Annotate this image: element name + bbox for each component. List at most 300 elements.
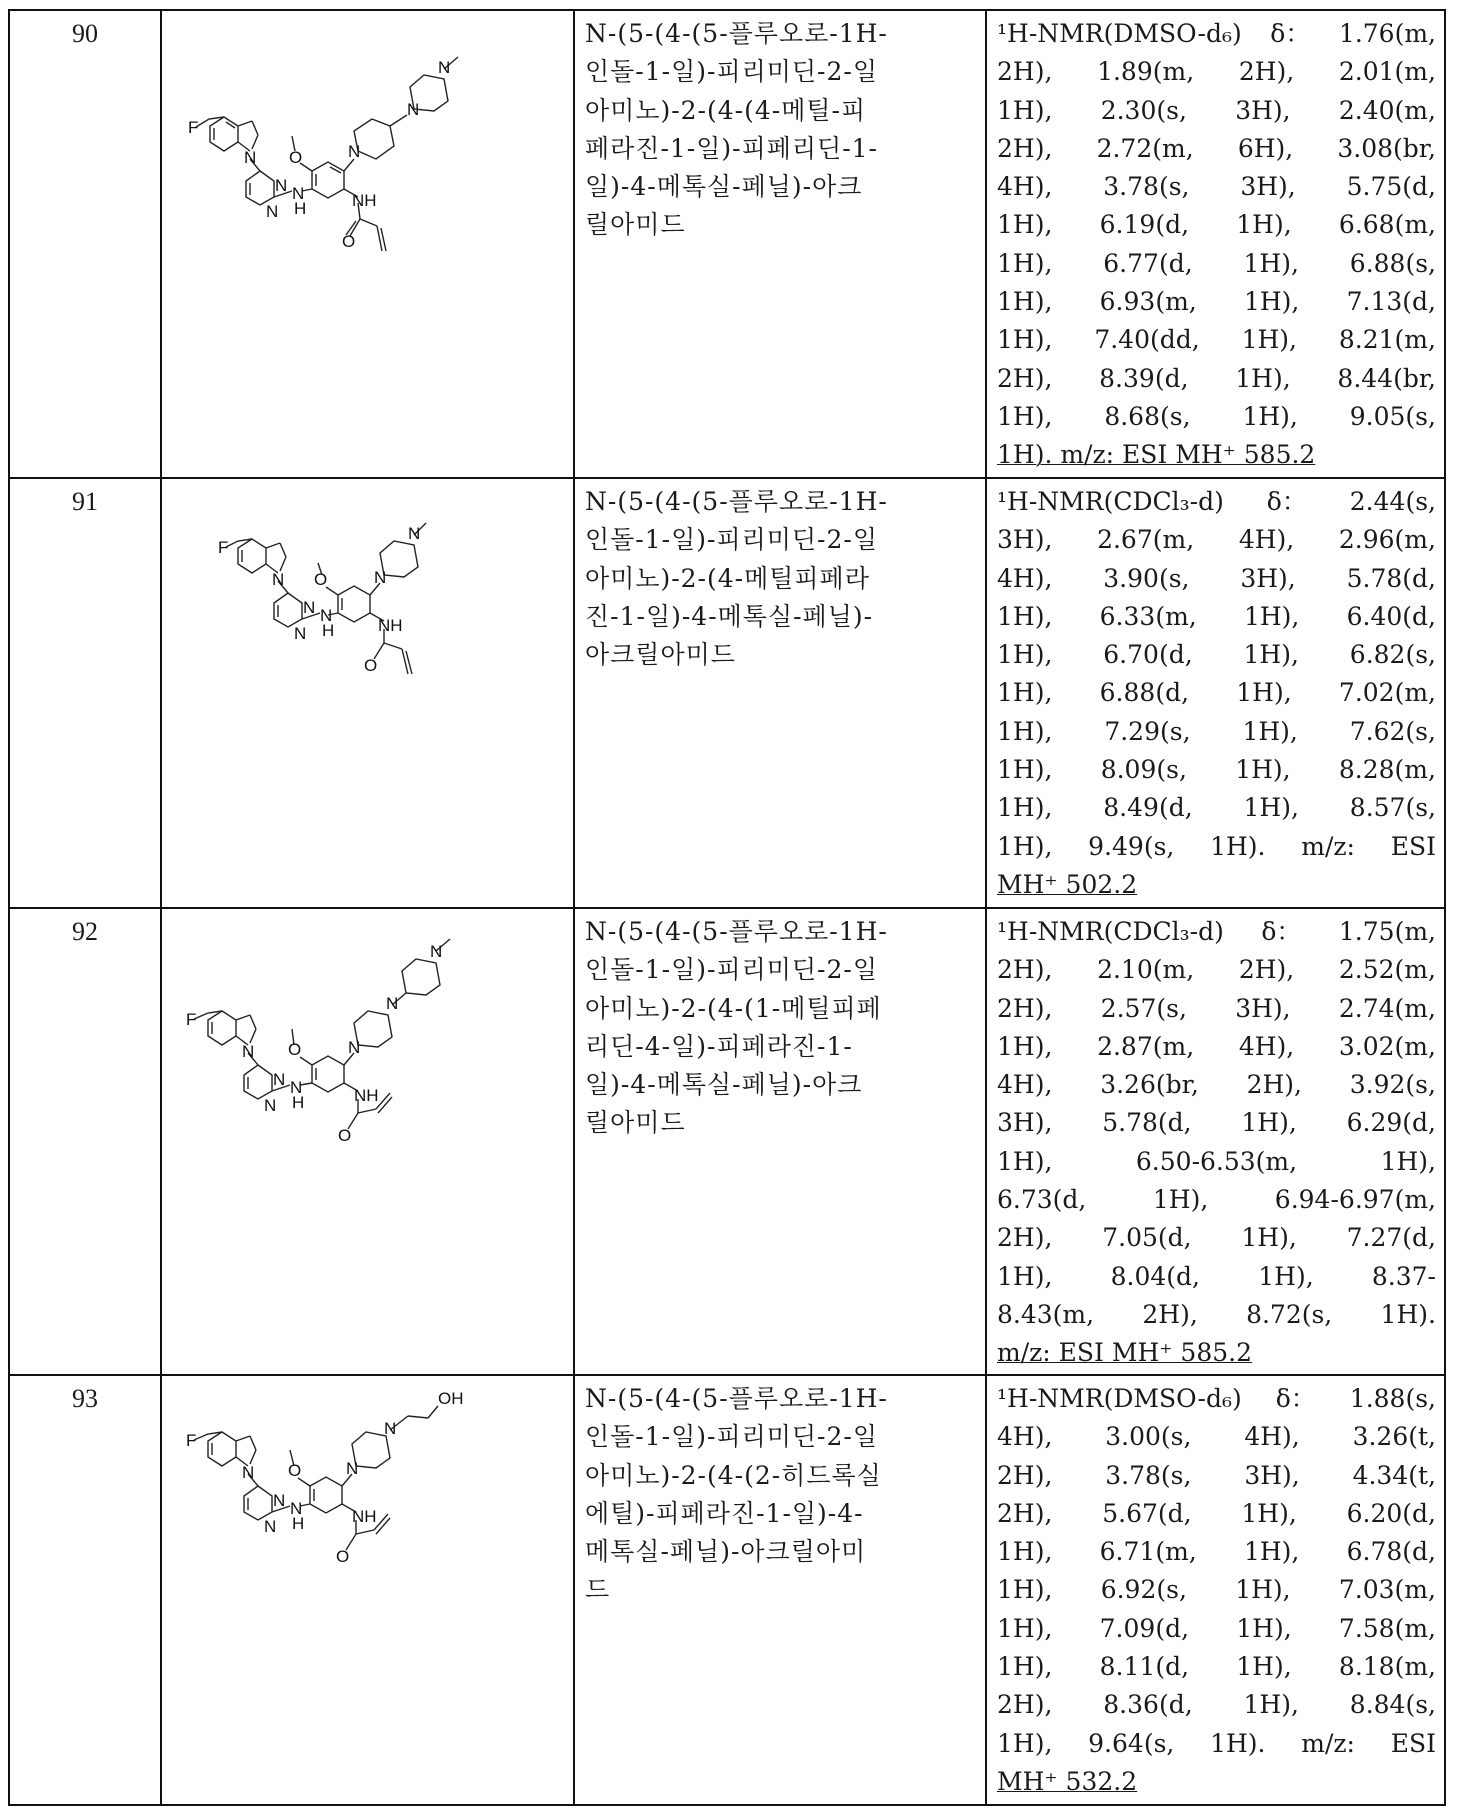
nmr-line (997, 1725, 1436, 1763)
nmr-line (997, 1028, 1436, 1066)
nmr-token: 6.94-6.97(m, (1274, 1185, 1436, 1215)
svg-text:OH: OH (438, 1389, 464, 1408)
nmr-line (997, 245, 1436, 283)
svg-text:H: H (292, 1514, 305, 1533)
chemical-structure-icon (162, 909, 572, 1169)
svg-text:N: N (303, 598, 316, 617)
nmr-token: ¹H-NMR(DMSO-d₆) (997, 1384, 1242, 1413)
svg-text:O: O (338, 1126, 352, 1145)
nmr-data-cell (986, 10, 1445, 478)
nmr-line (997, 1380, 1436, 1418)
svg-text:N: N (290, 1078, 303, 1097)
structure-cell (161, 908, 574, 1375)
compound-name-line: 릴아미드 (585, 1108, 686, 1138)
nmr-token: 2H), (997, 1460, 1053, 1490)
nmr-token: 1H), (997, 831, 1053, 861)
nmr-token: 1H), (1243, 1690, 1299, 1720)
nmr-token: 3.90(s, (1103, 563, 1190, 593)
svg-text:N: N (438, 58, 451, 77)
nmr-token: 2H), (997, 1690, 1053, 1720)
nmr-token: 6.68(m, (1338, 210, 1436, 240)
svg-text:O: O (364, 656, 378, 675)
nmr-token: 4H), (1244, 1422, 1300, 1452)
nmr-token: 6.92(s, (1100, 1575, 1187, 1605)
compound-number: 91 (72, 487, 98, 516)
compound-name-cell (574, 1375, 986, 1805)
nmr-token: 5.78(d, (1102, 1108, 1192, 1138)
nmr-token: 8.09(s, (1100, 755, 1187, 785)
compound-name-line: 에틸)-피페라진-1-일)-4- (585, 1498, 864, 1528)
nmr-line (997, 1571, 1436, 1609)
nmr-token: 6.40(d, (1346, 601, 1436, 631)
nmr-line (997, 1296, 1436, 1334)
nmr-token: 1H), (997, 325, 1053, 355)
nmr-token: 1.88(s, (1349, 1384, 1436, 1413)
nmr-token: 4H), (997, 1422, 1053, 1452)
svg-text:N: N (408, 524, 421, 543)
nmr-line (997, 828, 1436, 866)
nmr-line (997, 560, 1436, 598)
svg-text:O: O (289, 148, 303, 167)
svg-text:N: N (374, 568, 387, 587)
nmr-token: 3.26(br, (1100, 1070, 1199, 1100)
compound-name-line: 일)-4-메톡실-페닐)-아크 (585, 172, 863, 202)
nmr-token: 3H), (1240, 172, 1296, 202)
nmr-token: 6.20(d, (1346, 1498, 1436, 1528)
nmr-token: 1H), (997, 716, 1053, 746)
nmr-token: 1H), (997, 248, 1053, 278)
nmr-line (997, 436, 1436, 474)
nmr-token: 2H), (1246, 1070, 1302, 1100)
nmr-token: 4H), (1238, 1031, 1295, 1061)
nmr-token: 9.49(s, (1088, 831, 1175, 861)
nmr-token: 1H), (1243, 640, 1299, 670)
nmr-token: 1H), (1243, 601, 1300, 631)
nmr-line (997, 321, 1436, 359)
structure-cell (161, 10, 574, 478)
nmr-line (997, 789, 1436, 827)
nmr-token: 1H), (1243, 287, 1300, 317)
nmr-token: 1H), (997, 1261, 1053, 1291)
nmr-line (997, 398, 1436, 436)
nmr-token: 6.82(s, (1349, 640, 1436, 670)
svg-text:N: N (290, 1499, 303, 1518)
nmr-token: 1H). m/z: ESI MH⁺ 585.2 (997, 440, 1316, 470)
nmr-line (997, 1334, 1436, 1372)
nmr-line (997, 1495, 1436, 1533)
compound-number-cell (9, 478, 161, 908)
svg-text:N: N (407, 100, 420, 119)
nmr-token: 1H), (997, 1537, 1053, 1567)
nmr-token: 2.30(s, (1100, 95, 1187, 125)
nmr-token: 8.28(m, (1338, 755, 1436, 785)
nmr-line (997, 168, 1436, 206)
structure-cell (161, 478, 574, 908)
nmr-token: 1H), (997, 1728, 1053, 1758)
svg-text:N: N (346, 1459, 359, 1478)
nmr-token: 3H), (997, 1108, 1053, 1138)
nmr-token: 2.52(m, (1338, 955, 1436, 985)
nmr-token: ESI (1390, 831, 1436, 861)
nmr-token: 3.78(s, (1105, 1460, 1192, 1490)
nmr-token: 4H), (997, 563, 1053, 593)
svg-text:NH: NH (378, 616, 403, 635)
nmr-token: 1H), (997, 1575, 1053, 1605)
nmr-token: 8.39(d, (1099, 363, 1189, 393)
svg-text:N: N (348, 142, 361, 161)
nmr-token: ¹H-NMR(CDCl₃-d) (997, 487, 1224, 516)
nmr-token: 1H), (1241, 1108, 1297, 1138)
nmr-token: 3.08(br, (1337, 133, 1436, 163)
nmr-token: 1H), (1241, 1223, 1297, 1253)
nmr-token: 1H), (1236, 678, 1292, 708)
svg-text:N: N (264, 1517, 277, 1536)
svg-text:F: F (218, 538, 229, 557)
nmr-token: m/z: (1301, 1728, 1355, 1758)
nmr-token: 1.75(m, (1338, 917, 1436, 946)
nmr-token: 3H), (1240, 563, 1296, 593)
nmr-token: 1H), (1236, 210, 1292, 240)
compound-name-line: 드 (585, 1575, 611, 1605)
compound-name-line: 리딘-4-일)-피페라진-1- (585, 1031, 853, 1061)
nmr-line (997, 53, 1436, 91)
svg-text:NH: NH (352, 191, 377, 210)
compound-name-line: N-(5-(4-(5-플루오로-1H- (585, 487, 888, 516)
nmr-token: 6.88(s, (1349, 248, 1436, 278)
nmr-token: 2.01(m, (1338, 57, 1436, 87)
nmr-token: 4.34(t, (1352, 1460, 1436, 1490)
nmr-line (997, 130, 1436, 168)
nmr-line (997, 360, 1436, 398)
compound-number-cell (9, 908, 161, 1375)
compound-number: 93 (72, 1384, 98, 1413)
chemical-structure-icon (162, 1376, 572, 1606)
svg-text:N: N (264, 1096, 277, 1115)
nmr-token: 1H), (1236, 1613, 1292, 1643)
compound-name-line: 진-1-일)-4-메톡실-페닐)- (585, 601, 874, 631)
nmr-token: ESI (1390, 1728, 1436, 1758)
nmr-token: 3.92(s, (1349, 1070, 1436, 1100)
nmr-token: 6.33(m, (1099, 601, 1197, 631)
compound-number: 90 (72, 19, 98, 48)
nmr-token: 1H), (997, 210, 1053, 240)
nmr-line (997, 1143, 1436, 1181)
nmr-token: 2.74(m, (1338, 993, 1436, 1023)
nmr-token: 3.02(m, (1338, 1031, 1436, 1061)
nmr-token: 2H), (997, 133, 1053, 163)
nmr-token: m/z: (1301, 831, 1355, 861)
nmr-line (997, 1686, 1436, 1724)
nmr-token: 8.21(m, (1338, 325, 1436, 355)
nmr-token: 1H), (1236, 1652, 1292, 1682)
svg-text:NH: NH (352, 1507, 377, 1526)
nmr-token: 2H), (997, 955, 1053, 985)
nmr-line (997, 1763, 1436, 1801)
nmr-token: 4H), (997, 1070, 1053, 1100)
svg-text:N: N (275, 176, 288, 195)
compound-name-line: N-(5-(4-(5-플루오로-1H- (585, 19, 888, 48)
nmr-token: 1H), (997, 678, 1053, 708)
nmr-token: 2H), (1142, 1299, 1198, 1329)
table-row (9, 10, 1445, 478)
nmr-token: 1H), (997, 601, 1053, 631)
nmr-token: 6.73(d, (997, 1185, 1087, 1215)
nmr-token: 3H), (1235, 993, 1291, 1023)
nmr-token: 8.36(d, (1103, 1690, 1193, 1720)
nmr-token: 8.72(s, (1246, 1299, 1333, 1329)
nmr-line (997, 206, 1436, 244)
nmr-token: 1H), (1242, 716, 1298, 746)
nmr-token: 7.13(d, (1346, 287, 1436, 317)
nmr-token: 6.93(m, (1099, 287, 1197, 317)
compound-data-table (8, 9, 1446, 1806)
nmr-token: 1H), (997, 755, 1053, 785)
nmr-token: 2H), (997, 57, 1053, 87)
nmr-token: δ： (1266, 487, 1307, 516)
nmr-token: m/z: ESI MH⁺ 585.2 (997, 1338, 1252, 1368)
nmr-token: 1H), (997, 287, 1053, 317)
nmr-token: 1.89(m, (1097, 57, 1195, 87)
nmr-token: 3.26(t, (1352, 1422, 1436, 1452)
nmr-token: 1H), (997, 1613, 1053, 1643)
nmr-token: 7.05(d, (1102, 1223, 1192, 1253)
nmr-line (997, 483, 1436, 521)
svg-text:N: N (244, 148, 257, 167)
structure-cell (161, 1375, 574, 1805)
nmr-token: 1H), (1235, 1575, 1291, 1605)
compound-name-line: N-(5-(4-(5-플루오로-1H- (585, 917, 888, 946)
compound-name-cell (574, 908, 986, 1375)
nmr-token: 7.58(m, (1338, 1613, 1436, 1643)
chemical-structure-icon (162, 479, 572, 719)
nmr-token: 8.37- (1371, 1261, 1436, 1291)
svg-text:H: H (292, 1093, 305, 1112)
nmr-token: 8.49(d, (1103, 793, 1193, 823)
table-row (9, 908, 1445, 1375)
nmr-token: 1H). (1380, 1299, 1436, 1329)
nmr-data-cell (986, 908, 1445, 1375)
nmr-token: 1H), (997, 95, 1053, 125)
nmr-token: 8.04(d, (1110, 1261, 1201, 1291)
nmr-line (997, 521, 1436, 559)
nmr-token: 1H), (1241, 1498, 1297, 1528)
nmr-line (997, 1104, 1436, 1142)
nmr-token: 1H), (1258, 1261, 1314, 1291)
nmr-token: 2H), (997, 363, 1053, 393)
nmr-token: 8.11(d, (1099, 1652, 1190, 1682)
nmr-token: 8.84(s, (1349, 1690, 1436, 1720)
nmr-token: 2.67(m, (1097, 525, 1195, 555)
compound-name-line: 메톡실-페닐)-아크릴아미 (585, 1537, 867, 1567)
compound-name-line: 인돌-1-일)-피리미딘-2-일 (585, 1422, 879, 1452)
nmr-token: 3H), (1235, 95, 1291, 125)
compound-name-line: 인돌-1-일)-피리미딘-2-일 (585, 57, 879, 87)
nmr-line (997, 1533, 1436, 1571)
nmr-data-cell (986, 1375, 1445, 1805)
compound-number: 92 (72, 917, 98, 946)
nmr-token: 1H), (1380, 1146, 1436, 1176)
svg-text:O: O (288, 1461, 302, 1480)
svg-text:N: N (273, 1491, 286, 1510)
svg-text:N: N (294, 624, 307, 643)
chemical-structure-icon (162, 11, 572, 271)
nmr-token: 8.44(br, (1337, 363, 1436, 393)
nmr-token: 3.78(s, (1103, 172, 1190, 202)
nmr-token: ¹H-NMR(CDCl₃-d) (997, 917, 1224, 946)
nmr-line (997, 713, 1436, 751)
svg-text:O: O (314, 570, 328, 589)
nmr-token: 1H). (1210, 831, 1266, 861)
nmr-token: 6.19(d, (1099, 210, 1190, 240)
nmr-token: 6.70(d, (1103, 640, 1193, 670)
nmr-token: δ： (1270, 19, 1311, 48)
nmr-token: 1H), (1241, 325, 1297, 355)
nmr-token: 9.64(s, (1088, 1728, 1175, 1758)
svg-text:N: N (273, 1070, 286, 1089)
nmr-token: 2.87(m, (1097, 1031, 1195, 1061)
svg-text:N: N (348, 1038, 361, 1057)
nmr-line (997, 1418, 1436, 1456)
table-row (9, 1375, 1445, 1805)
nmr-line (997, 866, 1436, 904)
compound-number-cell (9, 10, 161, 478)
nmr-token: 5.78(d, (1346, 563, 1436, 593)
compound-name-line: 아미노)-2-(4-(1-메틸피페 (585, 993, 882, 1023)
svg-text:F: F (188, 118, 199, 137)
compound-name-line: 아크릴아미드 (585, 640, 736, 670)
nmr-token: 1H), (997, 1031, 1053, 1061)
compound-name-line: 일)-4-메톡실-페닐)-아크 (585, 1070, 863, 1100)
svg-text:N: N (430, 942, 443, 961)
svg-text:H: H (322, 621, 335, 640)
nmr-line (997, 1258, 1436, 1296)
nmr-token: 7.29(s, (1104, 716, 1191, 746)
nmr-line (997, 15, 1436, 53)
compound-name-line: 아미노)-2-(4-메틸피페라 (585, 563, 870, 593)
table-row (9, 478, 1445, 908)
svg-text:NH: NH (354, 1086, 379, 1105)
svg-text:H: H (294, 199, 307, 218)
svg-text:N: N (266, 202, 279, 221)
nmr-token: δ： (1275, 1384, 1316, 1413)
nmr-token: 2H), (997, 1498, 1053, 1528)
svg-text:N: N (384, 1419, 397, 1438)
nmr-token: 1H), (1243, 248, 1299, 278)
nmr-token: MH⁺ 532.2 (997, 1766, 1138, 1796)
nmr-token: 7.02(m, (1338, 678, 1436, 708)
nmr-token: 6.50-6.53(m, (1135, 1146, 1298, 1176)
nmr-token: 7.40(dd, (1094, 325, 1200, 355)
svg-text:N: N (386, 994, 399, 1013)
nmr-token: 2H), (1238, 955, 1295, 985)
nmr-token: 6.77(d, (1103, 248, 1193, 278)
nmr-token: 3H), (997, 525, 1053, 555)
nmr-token: 7.09(d, (1099, 1613, 1190, 1643)
nmr-token: 1H), (997, 793, 1053, 823)
nmr-token: 1H), (1235, 755, 1291, 785)
svg-text:N: N (320, 606, 333, 625)
svg-text:O: O (342, 232, 356, 251)
nmr-token: 1H), (1235, 363, 1291, 393)
nmr-token: 6H), (1237, 133, 1294, 163)
nmr-line (997, 951, 1436, 989)
nmr-token: 6.78(d, (1346, 1537, 1436, 1567)
nmr-line (997, 598, 1436, 636)
nmr-line (997, 1066, 1436, 1104)
svg-text:F: F (186, 1431, 197, 1450)
nmr-token: 1H), (1242, 401, 1298, 431)
nmr-token: 1H), (1243, 1537, 1300, 1567)
nmr-token: 2.40(m, (1338, 95, 1436, 125)
nmr-token: 8.68(s, (1104, 401, 1191, 431)
nmr-line (997, 283, 1436, 321)
nmr-token: 6.29(d, (1346, 1108, 1436, 1138)
svg-text:N: N (292, 184, 305, 203)
svg-text:N: N (242, 1463, 255, 1482)
nmr-token: 2H), (1238, 57, 1295, 87)
nmr-data-cell (986, 478, 1445, 908)
nmr-token: 1H), (997, 640, 1053, 670)
nmr-line (997, 92, 1436, 130)
svg-text:F: F (186, 1010, 197, 1029)
nmr-token: 2.10(m, (1097, 955, 1195, 985)
nmr-line (997, 913, 1436, 951)
nmr-token: 6.88(d, (1099, 678, 1190, 708)
nmr-line (997, 1648, 1436, 1686)
nmr-line (997, 990, 1436, 1028)
svg-text:N: N (272, 570, 285, 589)
nmr-token: 6.71(m, (1099, 1537, 1197, 1567)
nmr-token: 5.67(d, (1102, 1498, 1192, 1528)
compound-name-cell (574, 10, 986, 478)
nmr-token: 3.00(s, (1105, 1422, 1192, 1452)
nmr-token: 1.76(m, (1338, 19, 1436, 48)
nmr-token: 7.03(m, (1338, 1575, 1436, 1605)
nmr-token: 8.18(m, (1338, 1652, 1436, 1682)
nmr-token: δ： (1261, 917, 1302, 946)
nmr-token: 3H), (1244, 1460, 1300, 1490)
svg-text:O: O (336, 1547, 350, 1566)
nmr-token: 8.57(s, (1349, 793, 1436, 823)
svg-text:O: O (288, 1040, 302, 1059)
nmr-token: 2.96(m, (1338, 525, 1436, 555)
nmr-token: ¹H-NMR(DMSO-d₆) (997, 19, 1242, 48)
nmr-token: 1H). (1210, 1728, 1266, 1758)
nmr-line (997, 1219, 1436, 1257)
compound-name-line: 릴아미드 (585, 210, 686, 240)
compound-name-cell (574, 478, 986, 908)
nmr-token: 1H), (1243, 793, 1299, 823)
nmr-line (997, 1457, 1436, 1495)
compound-name-line: 페라진-1-일)-피페리딘-1- (585, 133, 879, 163)
compound-number-cell (9, 1375, 161, 1805)
nmr-token: 2.72(m, (1096, 133, 1194, 163)
compound-name-line: 아미노)-2-(4-(4-메틸-피 (585, 95, 867, 125)
nmr-line (997, 674, 1436, 712)
nmr-token: 2H), (997, 1223, 1053, 1253)
nmr-token: 2H), (997, 993, 1053, 1023)
compound-name-line: 인돌-1-일)-피리미딘-2-일 (585, 955, 879, 985)
nmr-token: MH⁺ 502.2 (997, 869, 1138, 899)
compound-name-line: 인돌-1-일)-피리미딘-2-일 (585, 525, 879, 555)
nmr-token: 5.75(d, (1346, 172, 1436, 202)
nmr-token: 1H), (997, 401, 1053, 431)
nmr-token: 2.57(s, (1100, 993, 1187, 1023)
nmr-token: 8.43(m, (997, 1299, 1095, 1329)
nmr-token: 9.05(s, (1349, 401, 1436, 431)
nmr-token: 1H), (1152, 1185, 1209, 1215)
nmr-token: 7.27(d, (1346, 1223, 1436, 1253)
